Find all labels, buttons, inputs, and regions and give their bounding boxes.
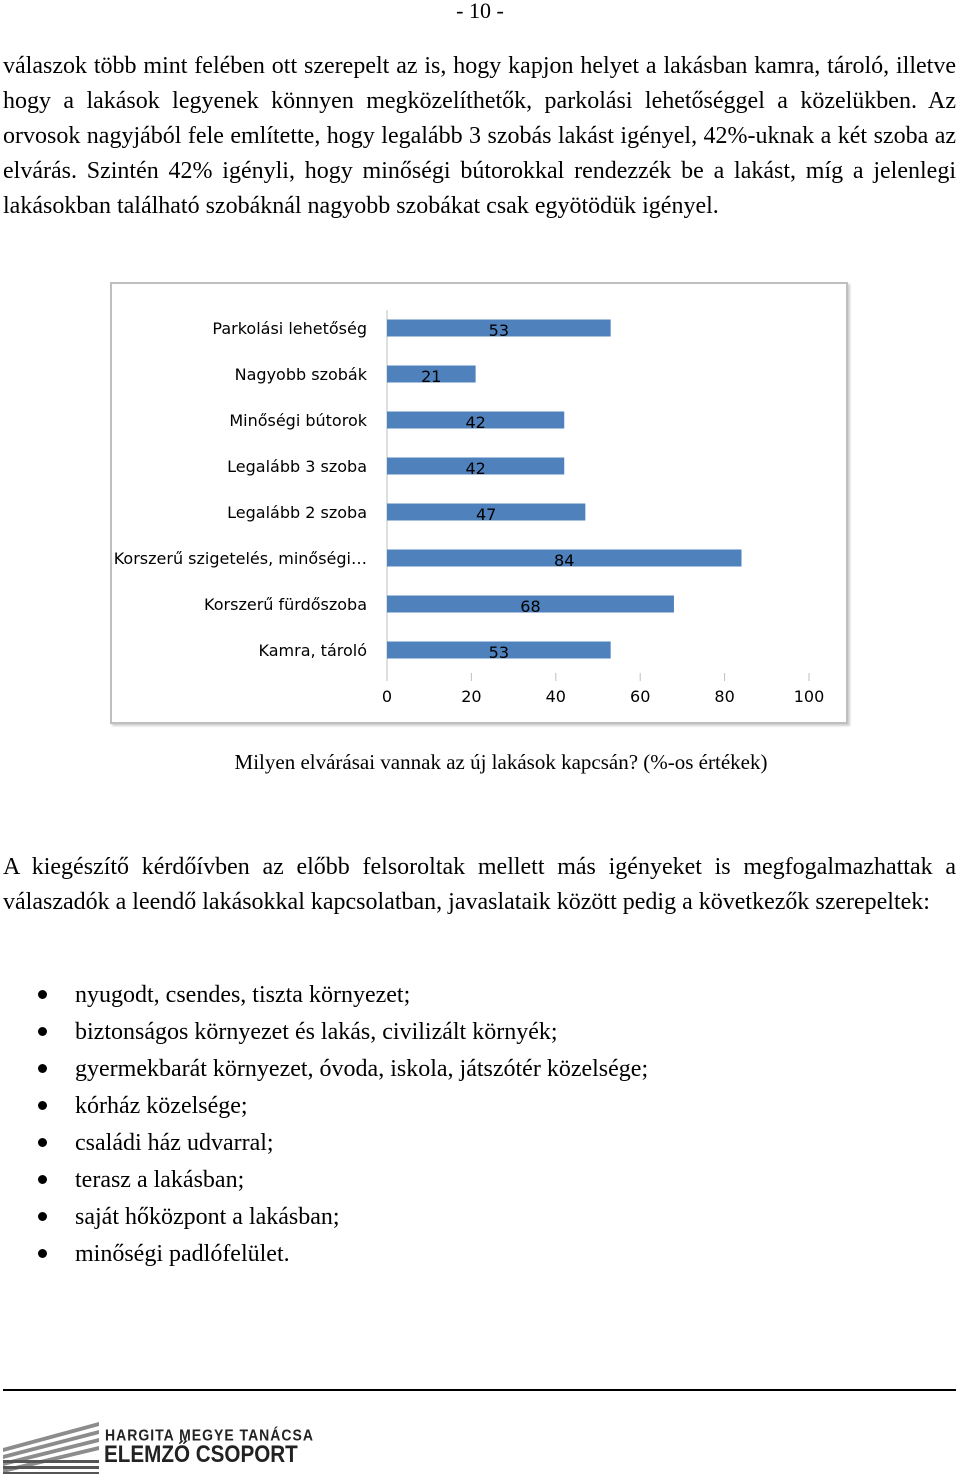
data-label: 21 xyxy=(421,367,442,386)
x-tick-label: 60 xyxy=(630,687,651,706)
bullet-icon xyxy=(38,1212,47,1221)
data-label: 47 xyxy=(475,505,497,524)
body-paragraph-1: válaszok több mint felében ott szerepelt az is, hogy kapjon helyet a lakásban kamra, tároló, illetve hogy a lakások legyenek könnyen megközelíthetők, parkolási lehetőséggel a közelükben. Az orvosok nagyjából fele említette, hogy legalább 3 szobás lakást igényel, 42%-uknak a két szoba az elvárás. Szintén 42% igényli, hogy minőségi bútorokkal rendezzék be a lakást, míg a jelenlegi lakásokban található szobáknál nagyobb szobákat csak egyötödük igényel. xyxy=(3,53,956,219)
category-label: Korszerű szigetelés, minőségi… xyxy=(113,549,367,568)
footer-divider xyxy=(3,1389,956,1391)
category-label: Nagyobb szobák xyxy=(234,365,367,384)
bullet-icon xyxy=(38,1138,47,1147)
x-tick-label: 0 xyxy=(381,687,393,706)
bullet-icon xyxy=(38,1101,47,1110)
list-item-text: kórház közelsége; xyxy=(75,1093,248,1119)
bullet-icon xyxy=(38,1175,47,1184)
bullet-icon xyxy=(38,990,47,999)
list-item xyxy=(0,1014,648,1051)
bullet-icon xyxy=(38,1064,47,1073)
data-label: 53 xyxy=(488,321,510,340)
data-label: 53 xyxy=(488,643,510,662)
list-item-text: terasz a lakásban; xyxy=(75,1167,245,1193)
chart-caption: Milyen elvárásai vannak az új lakások kapcsán? (%-os értékek) xyxy=(234,750,768,774)
bar-chart xyxy=(112,284,846,722)
data-label: 68 xyxy=(520,597,541,616)
bullet-icon xyxy=(38,1249,47,1258)
list-item-text: minőségi padlófelület. xyxy=(75,1241,290,1267)
body-paragraph-2: A kiegészítő kérdőívben az előbb felsoroltak mellett más igényeket is megfogalmazhattak a válaszadók a leendő lakásokkal kapcsolatban, javaslataik között pedig a következők szerepeltek: xyxy=(3,854,956,915)
list-item-text: saját hőközpont a lakásban; xyxy=(75,1204,340,1230)
list-item xyxy=(0,1199,648,1236)
list-item-text: biztonságos környezet és lakás, civilizált környék; xyxy=(75,1019,558,1045)
data-label: 42 xyxy=(465,413,486,432)
data-label: 84 xyxy=(554,551,575,570)
list-item xyxy=(0,1162,648,1199)
x-tick-label: 100 xyxy=(793,687,825,706)
bullet-icon xyxy=(38,1027,47,1036)
list-item xyxy=(0,1236,648,1273)
list-item xyxy=(0,977,648,1014)
suggestion-list xyxy=(0,977,648,1273)
category-label: Kamra, tároló xyxy=(258,641,367,660)
logo-text-top: HARGITA MEGYE TANÁCSA xyxy=(105,1426,314,1444)
logo-text-bottom: ELEMZŐ CSOPORT xyxy=(104,1441,298,1468)
category-label: Parkolási lehetőség xyxy=(212,319,367,338)
list-item xyxy=(0,1125,648,1162)
list-item-text: családi ház udvarral; xyxy=(75,1130,274,1156)
data-label: 42 xyxy=(465,459,486,478)
x-tick-label: 80 xyxy=(714,687,735,706)
list-item xyxy=(0,1088,648,1125)
page-number: - 10 - xyxy=(456,0,504,23)
list-item xyxy=(0,1051,648,1088)
x-tick-label: 20 xyxy=(461,687,482,706)
chart-frame xyxy=(110,282,848,724)
list-item-text: gyermekbarát környezet, óvoda, iskola, játszótér közelsége; xyxy=(75,1056,649,1082)
list-item-text: nyugodt, csendes, tiszta környezet; xyxy=(75,982,411,1008)
category-label: Minőségi bútorok xyxy=(229,411,367,430)
x-tick-label: 40 xyxy=(545,687,566,706)
category-label: Korszerű fürdőszoba xyxy=(204,595,367,614)
category-label: Legalább 2 szoba xyxy=(227,503,367,522)
category-label: Legalább 3 szoba xyxy=(227,457,367,476)
